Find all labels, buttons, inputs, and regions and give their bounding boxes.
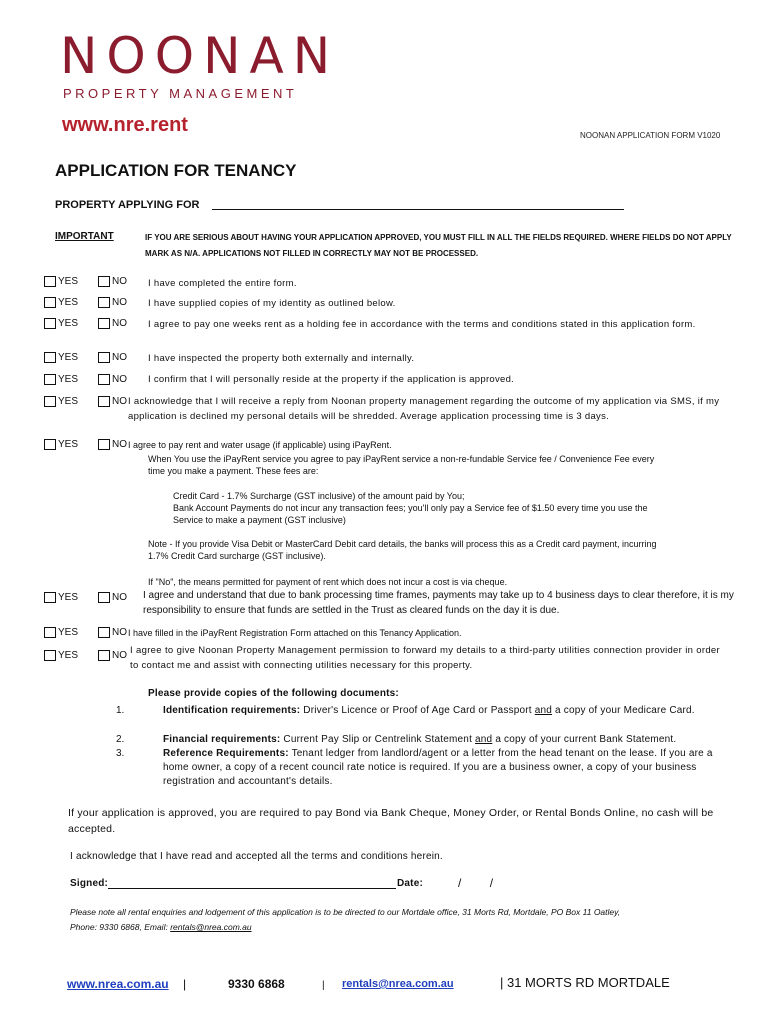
yes-label: YES [58, 627, 79, 638]
yes-no-row-8 [44, 592, 127, 603]
footer-note [70, 905, 630, 935]
doc-item-identification [163, 704, 723, 718]
doc-item-text: Driver's Licence or Proof of Age Card or Passport [303, 705, 532, 716]
yes-label: YES [58, 396, 79, 407]
no-label: NO [112, 297, 127, 308]
ipayrent-fee-bank: Bank Account Payments do not incur any transaction fees; you'll only pay a Service fee of $1.50 every time you use the Service to make a payment (GST inclusive) [173, 503, 648, 525]
yes-checkbox[interactable] [44, 396, 56, 407]
yes-label: YES [58, 592, 79, 603]
no-label: NO [112, 439, 127, 450]
yes-label: YES [58, 318, 79, 329]
ipayrent-note: Note - If you provide Visa Debit or MasterCard Debit card details, the banks will process this as a Credit card payment, incurring 1.7% Credit Card surcharge (GST inclusive). [148, 539, 657, 561]
no-label: NO [112, 396, 127, 407]
yes-checkbox[interactable] [44, 297, 56, 308]
doc-item-text: Current Pay Slip or Centrelink Statement [283, 734, 473, 745]
no-checkbox[interactable] [98, 276, 110, 287]
yes-no-row-5 [44, 374, 127, 385]
yes-label: YES [58, 374, 79, 385]
no-checkbox[interactable] [98, 592, 110, 603]
question-2: I have supplied copies of my identity as outlined below. [148, 298, 396, 309]
yes-checkbox[interactable] [44, 318, 56, 329]
yes-checkbox[interactable] [44, 592, 56, 603]
no-checkbox[interactable] [98, 396, 110, 407]
footer-email-link[interactable]: rentals@nrea.com.au [342, 978, 454, 990]
acknowledge-text: I acknowledge that I have read and accepted all the terms and conditions herein. [70, 851, 443, 862]
form-id: NOONAN APPLICATION FORM V1020 [580, 131, 721, 140]
question-7: I agree to pay rent and water usage (if applicable) using iPayRent. [128, 440, 392, 450]
yes-no-row-3 [44, 318, 127, 329]
yes-no-row-1 [44, 276, 127, 287]
doc-number: 2. [116, 734, 125, 745]
signature-line[interactable] [108, 888, 396, 889]
yes-no-row-10 [44, 650, 127, 661]
brand-url: www.nre.rent [62, 114, 188, 136]
no-label: NO [112, 374, 127, 385]
footer-separator: | [322, 980, 325, 991]
question-6: I acknowledge that I will receive a reply from Noonan property management regarding the outcome of my application via SMS, if my application is declined my personal details will be shredded. Average application processing time is 3 days. [128, 396, 720, 422]
doc-item-financial [163, 733, 743, 747]
doc-number: 1. [116, 705, 125, 716]
doc-item-and: and [534, 705, 553, 716]
yes-checkbox[interactable] [44, 352, 56, 363]
yes-no-row-6 [44, 396, 127, 407]
question-9: I have filled in the iPayRent Registration Form attached on this Tenancy Application. [128, 628, 462, 638]
yes-checkbox[interactable] [44, 374, 56, 385]
yes-checkbox[interactable] [44, 627, 56, 638]
question-3: I agree to pay one weeks rent as a holding fee in accordance with the terms and conditions stated in this application form. [148, 319, 696, 330]
page-title: APPLICATION FOR TENANCY [55, 161, 297, 180]
yes-no-row-2 [44, 297, 127, 308]
doc-item-text: Tenant ledger from landlord/agent or a letter from the head tenant on the lease. If you are a home owner, a copy of a recent council rate notice is required. If you are a business owner, a copy of your business registration and accountant's details. [163, 748, 713, 787]
doc-item-text: a copy of your current Bank Statement. [495, 734, 677, 745]
footer-separator: | [183, 977, 187, 991]
yes-checkbox[interactable] [44, 650, 56, 661]
bond-text: If your application is approved, you are required to pay Bond via Bank Cheque, Money Order, or Rental Bonds Online, no cash will be accepted. [68, 807, 714, 835]
no-checkbox[interactable] [98, 439, 110, 450]
yes-label: YES [58, 297, 79, 308]
no-checkbox[interactable] [98, 374, 110, 385]
footer-phone: 9330 6868 [228, 977, 285, 991]
no-checkbox[interactable] [98, 352, 110, 363]
footer-website-link[interactable]: www.nrea.com.au [67, 977, 169, 991]
brand-logo-name: NOONAN [60, 27, 340, 85]
doc-item-label: Reference Requirements: [163, 748, 289, 759]
no-label: NO [112, 592, 127, 603]
important-text: IF YOU ARE SERIOUS ABOUT HAVING YOUR APPLICATION APPROVED, YOU MUST FILL IN ALL THE FIELDS REQUIRED. WHERE FIELDS DO NOT APPLY MARK AS N/A. APPLICATIONS NOT FILLED IN CORRECTLY MAY NOT BE PROCESSED. [145, 233, 732, 258]
no-label: NO [112, 318, 127, 329]
no-label: NO [112, 276, 127, 287]
ipayrent-intro: When You use the iPayRent service you agree to pay iPayRent service a non-re-fundable Service fee / Convenience Fee every time you make a payment. These fees are: [148, 454, 655, 476]
footer-note-text: Please note all rental enquiries and lodgement of this application is to be directed to our Mortdale office, 31 Morts Rd, Mortdale, PO Box 11 Oatley, Phone: 9330 6868, Email: [70, 907, 621, 932]
yes-label: YES [58, 276, 79, 287]
no-label: NO [112, 627, 127, 638]
question-4: I have inspected the property both externally and internally. [148, 353, 415, 364]
ipayrent-fee-credit: Credit Card - 1.7% Surcharge (GST inclusive) of the amount paid by You; [173, 491, 465, 501]
footer-note-email[interactable]: rentals@nrea.com.au [170, 922, 252, 932]
doc-item-label: Financial requirements: [163, 734, 281, 745]
doc-item-reference [163, 747, 733, 789]
yes-checkbox[interactable] [44, 439, 56, 450]
important-label: IMPORTANT [55, 231, 114, 242]
footer-address: | 31 MORTS RD MORTDALE [500, 975, 670, 990]
documents-heading: Please provide copies of the following documents: [148, 688, 399, 699]
yes-no-row-9 [44, 627, 127, 638]
yes-no-row-7 [44, 439, 127, 450]
doc-item-and: and [475, 734, 493, 745]
question-1: I have completed the entire form. [148, 278, 297, 289]
brand-logo-subtitle: PROPERTY MANAGEMENT [63, 86, 298, 101]
no-checkbox[interactable] [98, 297, 110, 308]
yes-label: YES [58, 439, 79, 450]
question-8: I agree and understand that due to bank processing time frames, payments may take up to 4 business days to clear therefore, it is my responsibility to ensure that funds are settled in the Trust as cleared funds on the day it is due. [143, 590, 734, 616]
doc-item-label: Identification requirements: [163, 705, 301, 716]
date-label: Date: [397, 878, 424, 889]
ipayrent-if-no: If "No", the means permitted for payment of rent which does not incur a cost is via cheque. [148, 577, 508, 587]
signed-label: Signed: [70, 878, 109, 889]
no-checkbox[interactable] [98, 650, 110, 661]
no-label: NO [112, 352, 127, 363]
property-label: PROPERTY APPLYING FOR [55, 199, 200, 211]
yes-label: YES [58, 650, 79, 661]
yes-checkbox[interactable] [44, 276, 56, 287]
yes-label: YES [58, 352, 79, 363]
date-separators[interactable]: / / [458, 876, 494, 890]
doc-number: 3. [116, 748, 125, 759]
property-input-line[interactable] [212, 209, 624, 210]
no-label: NO [112, 650, 127, 661]
question-10: I agree to give Noonan Property Management permission to forward my details to a third-party utilities connection provider in order to contact me and assist with connecting utilities necessary for this property. [130, 645, 720, 671]
yes-no-row-4 [44, 352, 127, 363]
no-checkbox[interactable] [98, 627, 110, 638]
doc-item-text: a copy of your Medicare Card. [555, 705, 695, 716]
question-5: I confirm that I will personally reside at the property if the application is approved. [148, 374, 515, 385]
no-checkbox[interactable] [98, 318, 110, 329]
